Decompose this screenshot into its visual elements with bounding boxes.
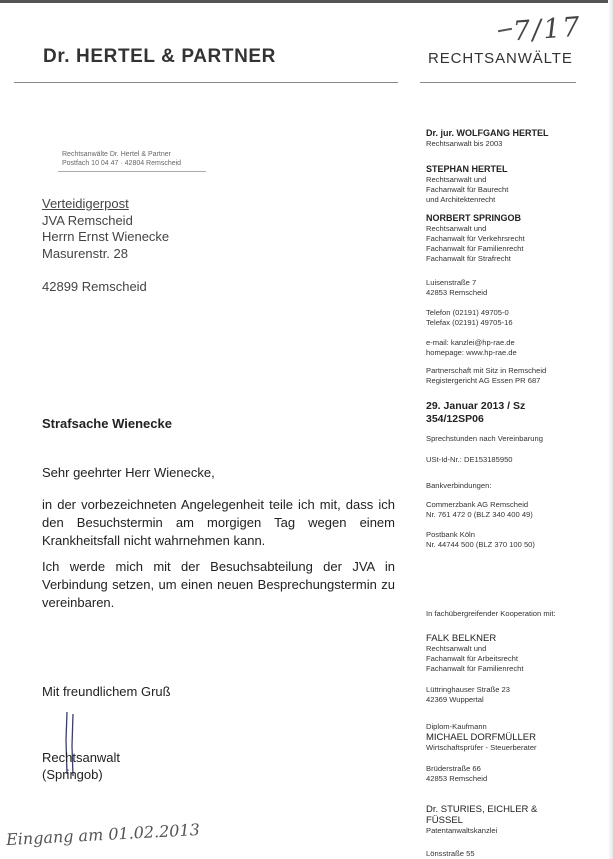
office-city: 42853 Remscheid — [426, 288, 488, 297]
partner-3-name: NORBERT SPRINGOB — [426, 213, 522, 223]
recipient-tag: Verteidigerpost — [42, 196, 129, 211]
vat-id — [426, 455, 513, 465]
date-reference — [426, 400, 525, 426]
office-phone-fax — [426, 308, 513, 328]
letter-closing: Mit freundlichem Gruß — [42, 684, 171, 699]
coop-1-street: Lüttringhauser Straße 23 — [426, 685, 511, 694]
recipient-address — [42, 196, 169, 296]
bank-1 — [426, 500, 533, 520]
coop-2-city: 42853 Remscheid — [426, 774, 488, 783]
coop-3-role: Patentanwaltskanzlei — [426, 826, 498, 835]
coop-2-role: Wirtschaftsprüfer - Steuerberater — [426, 743, 537, 752]
bank-2-name: Postbank Köln — [426, 530, 475, 539]
recipient-org: JVA Remscheid — [42, 212, 133, 228]
coop-1-name: FALK BELKNER — [426, 633, 497, 644]
coop-3-street: Lönsstraße 55 — [426, 849, 475, 858]
coop-belkner — [426, 633, 524, 674]
scan-edge-right — [608, 0, 613, 859]
office-address — [426, 278, 487, 298]
letter-paragraph-2: Ich werde mich mit der Besuchsabteilung der JVA in Verbindung setzen, um einen neuen Besprechungstermin zu vereinbaren. — [42, 559, 395, 610]
bank-heading-text: Bankverbindungen: — [426, 481, 492, 490]
coop-sturies — [426, 804, 537, 836]
signer-block — [42, 749, 120, 783]
handwritten-number: 7/17 — [512, 11, 583, 48]
partner-3-role-1: Rechtsanwalt und — [426, 224, 487, 233]
sender-rule — [58, 171, 206, 172]
recipient-name: Herrn Ernst Wienecke — [42, 229, 170, 244]
partner-1-name: Dr. jur. WOLFGANG HERTEL — [426, 128, 549, 138]
partner-2-role-2: Fachanwalt für Baurecht — [426, 185, 509, 194]
partner-1-role: Rechtsanwalt bis 2003 — [426, 139, 503, 148]
handwritten-dash — [498, 28, 512, 32]
partner-2-name: STEPHAN HERTEL — [426, 164, 508, 174]
vat-id-text: USt-Id-Nr.: DE153185950 — [426, 455, 513, 464]
cooperation-heading — [426, 609, 556, 619]
office-homepage: homepage: www.hp-rae.de — [426, 348, 517, 357]
coop-belkner-address — [426, 685, 510, 705]
office-phone: Telefon (02191) 49705-0 — [426, 308, 509, 317]
letterhead-rule-right — [420, 82, 576, 83]
coop-2-street: Brüderstraße 66 — [426, 764, 481, 773]
letter-paragraph-1: in der vorbezeichneten Angelegenheit teile ich mit, dass ich den Besuchstermin am morgigen Tag wegen einem Krankheitsfall nicht wahrnehmen kann. — [42, 497, 395, 548]
office-hours — [426, 434, 543, 444]
partner-3-role-4: Fachanwalt für Strafrecht — [426, 254, 511, 263]
office-web — [426, 338, 517, 358]
bank-2-account: Nr. 44744 500 (BLZ 370 100 50) — [426, 540, 535, 549]
recipient-street: Masurenstr. 28 — [42, 245, 128, 261]
coop-1-role-1: Rechtsanwalt und — [426, 644, 487, 653]
signer-title: Rechtsanwalt — [42, 750, 121, 765]
signer-name: (Springob) — [42, 767, 103, 782]
bank-heading — [426, 481, 491, 491]
letter-subject: Strafsache Wienecke — [42, 416, 172, 431]
coop-dorfmueller — [426, 722, 537, 753]
partner-3-role-2: Fachanwalt für Verkehrsrecht — [426, 234, 525, 243]
coop-3-name-2: FÜSSEL — [426, 815, 463, 826]
coop-3-name-1: Dr. STURIES, EICHLER & — [426, 804, 538, 815]
partner-2-role-1: Rechtsanwalt und — [426, 175, 487, 184]
partner-hertel-w — [426, 128, 549, 149]
office-street: Luisenstraße 7 — [426, 278, 477, 287]
office-fax: Telefax (02191) 49705-16 — [426, 318, 513, 327]
coop-1-role-2: Fachanwalt für Arbeitsrecht — [426, 654, 519, 663]
coop-1-city: 42369 Wuppertal — [426, 695, 484, 704]
scan-edge-top — [0, 0, 613, 3]
partner-2-role-3: und Architektenrecht — [426, 195, 496, 204]
office-hours-text: Sprechstunden nach Vereinbarung — [426, 434, 543, 443]
sender-return-address — [62, 150, 181, 168]
bank-2 — [426, 530, 535, 550]
firm-type: RECHTSANWÄLTE — [428, 50, 573, 67]
register-court: Registergericht AG Essen PR 687 — [426, 376, 541, 385]
office-email: e-mail: kanzlei@hp-rae.de — [426, 338, 515, 347]
coop-dorfmueller-address — [426, 764, 487, 784]
file-number: 354/12SP06 — [426, 413, 484, 425]
letter-salutation: Sehr geehrter Herr Wienecke, — [42, 465, 215, 480]
cooperation-heading-text: In fachübergreifender Kooperation mit: — [426, 609, 556, 618]
recipient-city: 42899 Remscheid — [42, 279, 147, 294]
partnership-seat: Partnerschaft mit Sitz in Remscheid — [426, 366, 547, 375]
bank-1-name: Commerzbank AG Remscheid — [426, 500, 529, 509]
letter-date: 29. Januar 2013 / Sz — [426, 400, 526, 412]
bank-1-account: Nr. 761 472 0 (BLZ 340 400 49) — [426, 510, 533, 519]
firm-name: Dr. HERTEL & PARTNER — [43, 46, 276, 67]
handwritten-note-text: Eingang am 01.02.2013 — [5, 819, 201, 850]
partner-hertel-s — [426, 164, 508, 205]
partner-springob — [426, 213, 525, 264]
letterhead-rule-left — [14, 82, 398, 83]
handwritten-receipt-note — [4, 818, 204, 852]
sender-line-1: Rechtsanwälte Dr. Hertel & Partner — [62, 151, 171, 158]
sender-line-2: Postfach 10 04 47 · 42804 Remscheid — [62, 160, 182, 167]
coop-1-role-3: Fachanwalt für Familienrecht — [426, 664, 524, 673]
partner-3-role-3: Fachanwalt für Familienrecht — [426, 244, 524, 253]
coop-2-name: MICHAEL DORFMÜLLER — [426, 732, 536, 743]
partnership-register — [426, 366, 546, 386]
coop-2-title: Diplom-Kaufmann — [426, 722, 487, 731]
coop-sturies-address — [426, 849, 475, 859]
